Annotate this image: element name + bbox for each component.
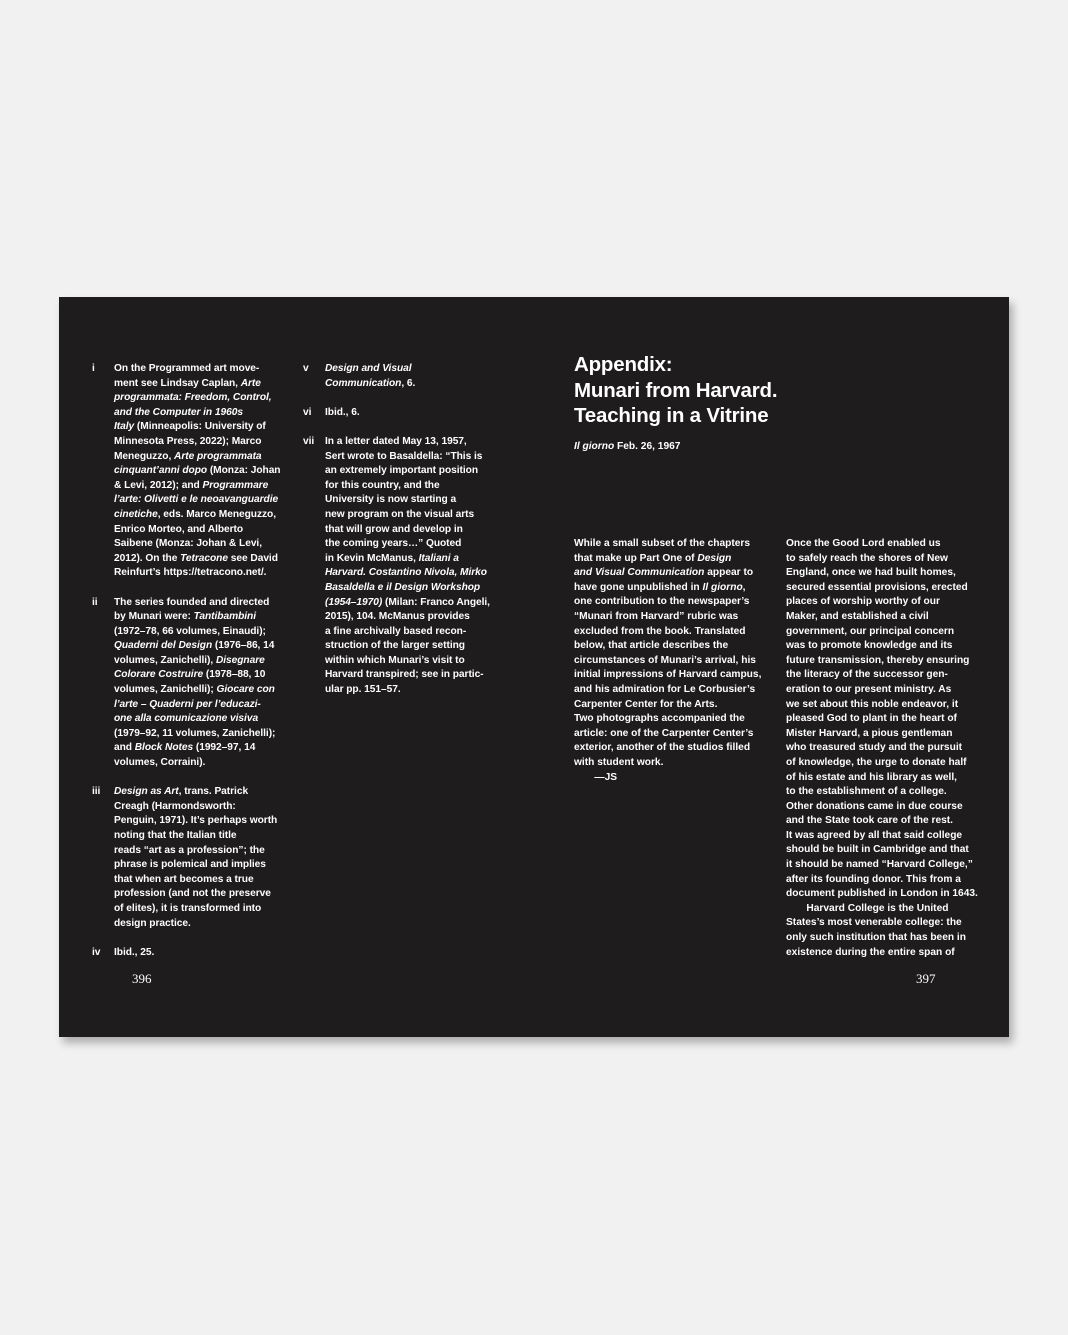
italic-text: programmata: Freedom, Control, xyxy=(114,392,272,404)
text: Minnesota Press, 2022); Marco xyxy=(114,435,262,447)
endnote-line xyxy=(114,450,314,465)
endnote-line xyxy=(114,493,314,508)
endnote-line xyxy=(325,362,525,377)
body-line xyxy=(574,552,774,567)
text: of elites), it is transformed into xyxy=(114,902,262,914)
text: one contribution to the newspaper’s xyxy=(574,596,750,608)
page-number-right: 397 xyxy=(916,971,936,986)
endnote-line xyxy=(325,581,525,596)
body-line xyxy=(786,756,986,771)
text: ular pp. 151–57. xyxy=(325,684,401,696)
italic-text: Programmare xyxy=(202,479,269,491)
text: places of worship worthy of our xyxy=(786,596,940,608)
text: with student work. xyxy=(574,756,664,768)
text: 2012). On the xyxy=(114,552,181,564)
article-column xyxy=(786,537,986,960)
body-line xyxy=(786,552,986,567)
endnote xyxy=(303,406,525,421)
page-number-left: 396 xyxy=(132,971,152,986)
text: In a letter dated May 13, 1957, xyxy=(325,435,467,447)
endnote-line xyxy=(114,406,314,421)
text: below, that article describes the xyxy=(574,640,729,652)
italic-text: Block Notes xyxy=(134,742,194,754)
endnote-line xyxy=(325,493,525,508)
endnote-line xyxy=(114,362,314,377)
body-line xyxy=(574,712,774,727)
text: the literacy of the successor gen- xyxy=(786,669,948,681)
text: we set about this noble endeavor, it xyxy=(786,698,959,710)
italic-text: Italiani a xyxy=(418,552,459,564)
body-line xyxy=(786,931,986,946)
endnote-line xyxy=(114,552,314,567)
body-line xyxy=(574,683,774,698)
text: reads “art as a profession”; the xyxy=(114,844,265,856)
text: Carpenter Center for the Arts. xyxy=(574,698,718,710)
endnote-line xyxy=(114,814,314,829)
title-line-2: Munari from Harvard. xyxy=(574,378,778,402)
title-line-1: Appendix: xyxy=(574,353,673,376)
endnote-line xyxy=(114,785,314,800)
text: government, our principal concern xyxy=(786,625,955,637)
text: noting that the Italian title xyxy=(114,830,237,841)
endnote-line xyxy=(325,610,525,625)
body-line xyxy=(786,712,986,727)
body-line xyxy=(574,537,774,552)
endnote xyxy=(303,362,525,391)
endnote-line xyxy=(114,537,314,552)
text: pleased God to plant in the heart of xyxy=(786,713,957,725)
text: Maker, and established a civil xyxy=(786,610,929,622)
source-citation xyxy=(574,441,680,452)
body-line xyxy=(574,610,774,625)
endnote-line xyxy=(325,596,525,611)
endnote-line xyxy=(114,435,314,450)
endnote-line xyxy=(325,537,525,552)
text: existence during the entire span of xyxy=(786,946,955,958)
text: that when art becomes a true xyxy=(114,873,254,885)
italic-text: Disegnare xyxy=(215,654,265,666)
italic-text: Design as Art xyxy=(114,786,179,798)
text: future transmission, thereby ensuring xyxy=(786,654,970,666)
text: see David xyxy=(227,552,278,564)
text: Sert wrote to Basaldella: “This is xyxy=(325,450,483,462)
endnotes-column-right xyxy=(303,362,525,712)
endnote-line xyxy=(114,727,314,742)
body-line xyxy=(786,829,986,844)
italic-text: l’arte – Quaderni per l’educazi- xyxy=(114,698,261,710)
italic-text: and Visual Communication xyxy=(574,567,705,579)
body-line xyxy=(786,741,986,756)
text: that make up Part One of xyxy=(574,552,698,564)
endnote-text xyxy=(114,362,314,581)
endnote-line xyxy=(114,377,314,392)
endnote-line xyxy=(325,377,525,392)
italic-text: Giocare con xyxy=(216,684,275,696)
text: England, once we had built homes, xyxy=(786,567,956,579)
endnote-line xyxy=(114,800,314,815)
endnote xyxy=(303,435,525,698)
italic-text: Italy xyxy=(114,421,135,433)
text: Saibene (Monza: Johan & Levi, xyxy=(114,538,262,550)
endnote-line xyxy=(114,566,314,581)
appendix-title xyxy=(574,352,777,429)
endnote-line xyxy=(114,844,314,859)
endnote-line xyxy=(114,902,314,917)
body-line xyxy=(574,668,774,683)
endnote-text xyxy=(114,946,314,961)
text: struction of the larger setting xyxy=(325,640,465,652)
text: article: one of the Carpenter Center’s xyxy=(574,727,754,739)
endnote xyxy=(92,596,314,771)
text: ment see Lindsay Caplan, xyxy=(114,377,241,389)
body-line xyxy=(574,741,774,756)
endnote-text xyxy=(325,406,525,421)
text: (1979–92, 11 volumes, Zanichelli); xyxy=(114,727,276,739)
italic-text: Tetracone xyxy=(180,552,228,564)
text: , trans. Patrick xyxy=(178,786,249,798)
endnote-line xyxy=(114,523,314,538)
text: in Kevin McManus, xyxy=(325,552,419,564)
text: , 6. xyxy=(401,377,416,389)
text: exterior, another of the studios filled xyxy=(574,742,751,754)
text: have gone unpublished in xyxy=(574,581,703,593)
text: volumes, Corraini). xyxy=(114,757,206,769)
body-line xyxy=(786,858,986,873)
text: that will grow and develop in xyxy=(325,523,463,535)
body-line xyxy=(574,625,774,640)
italic-text: Il giorno xyxy=(702,581,743,593)
endnote-line xyxy=(114,610,314,625)
body-line xyxy=(786,873,986,888)
endnote-line xyxy=(325,450,525,465)
endnote-line xyxy=(114,858,314,873)
text: Reinfurt’s https://tetracono.net/. xyxy=(114,567,267,579)
endnote xyxy=(92,946,314,961)
endnote-number: vii xyxy=(303,435,315,447)
endnote-line xyxy=(325,639,525,654)
body-line xyxy=(786,625,986,640)
text: eration to our present ministry. As xyxy=(786,683,952,695)
text: only such institution that has been in xyxy=(786,932,966,944)
text: a fine archivally based recon- xyxy=(325,625,467,637)
body-line xyxy=(786,902,986,917)
italic-text: and the Computer in 1960s xyxy=(114,406,243,418)
text: Other donations came in due course xyxy=(786,800,963,812)
endnote-line xyxy=(114,829,314,844)
text: Harvard College is the United xyxy=(786,902,949,914)
text: 2015), 104. McManus provides xyxy=(325,611,470,623)
endnote xyxy=(92,785,314,931)
text: and his admiration for Le Corbusier’s xyxy=(574,683,756,695)
text: (Milan: Franco Angeli, xyxy=(382,596,490,608)
endnote-line xyxy=(114,698,314,713)
text: excluded from the book. Translated xyxy=(574,625,746,637)
body-line xyxy=(574,595,774,610)
text: Mister Harvard, a pious gentleman xyxy=(786,727,953,739)
text: and the State took care of the rest. xyxy=(786,815,953,827)
text: —JS xyxy=(574,771,618,783)
body-line xyxy=(574,727,774,742)
italic-text: cinquant’anni dopo xyxy=(114,465,208,477)
endnote-line xyxy=(114,654,314,669)
text: , eds. Marco Meneguzzo, xyxy=(157,508,277,520)
endnote-line xyxy=(114,479,314,494)
endnote-text xyxy=(325,435,525,698)
text: circumstances of Munari’s arrival, his xyxy=(574,654,756,666)
endnote-number: i xyxy=(92,363,95,374)
body-line xyxy=(574,771,774,786)
endnote-line xyxy=(114,756,314,771)
text: within which Munari’s visit to xyxy=(325,654,465,666)
italic-text: Communication xyxy=(325,377,402,389)
body-line xyxy=(786,537,986,552)
body-line xyxy=(786,814,986,829)
endnote-text xyxy=(114,596,314,771)
body-line xyxy=(786,771,986,786)
body-line xyxy=(786,639,986,654)
endnote-line xyxy=(114,625,314,640)
italic-text: Basaldella e il Design Workshop xyxy=(325,581,481,593)
endnote-line xyxy=(114,596,314,611)
text: for this country, and the xyxy=(325,479,440,491)
body-line xyxy=(786,683,986,698)
source-paper: Il giorno xyxy=(574,441,615,452)
body-line xyxy=(786,727,986,742)
body-line xyxy=(574,698,774,713)
text: States’s most venerable college: the xyxy=(786,917,962,929)
body-line xyxy=(786,785,986,800)
italic-text: Harvard. Costantino Nivola, Mirko xyxy=(325,567,487,579)
text: (1976–86, 14 xyxy=(212,640,275,652)
text: to the establishment of a college. xyxy=(786,786,947,798)
body-line xyxy=(786,887,986,902)
text: by Munari were: xyxy=(114,611,194,623)
text: the coming years…” Quoted xyxy=(325,538,462,550)
text: (1978–88, 10 xyxy=(203,669,266,681)
text: Once the Good Lord enabled us xyxy=(786,538,941,549)
endnote-line xyxy=(325,464,525,479)
text: of knowledge, the urge to donate half xyxy=(786,756,967,768)
endnote xyxy=(92,362,314,581)
italic-text: Arte xyxy=(240,377,261,389)
endnote-line xyxy=(114,639,314,654)
text: after its founding donor. This from a xyxy=(786,873,961,885)
endnote-line xyxy=(325,566,525,581)
text: Penguin, 1971). It’s perhaps worth xyxy=(114,815,278,827)
body-line xyxy=(786,843,986,858)
endnote-line xyxy=(325,668,525,683)
italic-text: Colorare Costruire xyxy=(114,669,204,681)
text: should be built in Cambridge and that xyxy=(786,844,969,856)
text: appear to xyxy=(704,567,754,579)
endnote-number: vi xyxy=(303,406,312,418)
endnotes-column-left xyxy=(92,362,314,975)
body-line xyxy=(786,595,986,610)
endnote-number: iii xyxy=(92,786,101,798)
text: Ibid., 25. xyxy=(114,946,155,958)
endnote-number: v xyxy=(303,363,309,374)
endnote-line xyxy=(114,420,314,435)
italic-text: l’arte: Olivetti e le neoavanguardie xyxy=(114,494,279,506)
text: volumes, Zanichelli); xyxy=(114,684,217,696)
italic-text: Design and Visual xyxy=(325,363,412,374)
text: While a small subset of the chapters xyxy=(574,538,751,549)
endnote-line xyxy=(114,741,314,756)
text: volumes, Zanichelli), xyxy=(114,654,216,666)
text: Creagh (Harmondsworth: xyxy=(114,800,236,812)
endnote-line xyxy=(114,917,314,932)
endnote-line xyxy=(325,552,525,567)
text: The series founded and directed xyxy=(114,596,270,608)
body-line xyxy=(786,916,986,931)
italic-text: Arte programmata xyxy=(174,450,262,462)
text: It was agreed by all that said college xyxy=(786,829,963,841)
body-line xyxy=(786,800,986,815)
italic-text: Tantibambini xyxy=(193,611,257,623)
endnote-line xyxy=(325,523,525,538)
body-line xyxy=(786,946,986,961)
italic-text: one alla comunicazione visiva xyxy=(114,713,259,725)
text: Meneguzzo, xyxy=(114,450,175,462)
body-line xyxy=(574,566,774,581)
text: secured essential provisions, erected xyxy=(786,581,968,593)
endnote-number: iv xyxy=(92,946,101,958)
endnote-line xyxy=(325,683,525,698)
body-line xyxy=(574,654,774,669)
endnote-line xyxy=(325,654,525,669)
endnote-line xyxy=(114,887,314,902)
text: initial impressions of Harvard campus, xyxy=(574,669,762,681)
endnote-line xyxy=(114,464,314,479)
text: Harvard transpired; see in partic- xyxy=(325,669,484,681)
text: (1992–97, 14 xyxy=(193,742,256,754)
text: (Minneapolis: University of xyxy=(134,421,266,433)
text: who treasured study and the pursuit xyxy=(786,742,963,754)
title-line-3: Teaching in a Vitrine xyxy=(574,404,769,427)
intro-column xyxy=(574,537,774,785)
book-spread xyxy=(59,297,1009,1037)
body-line xyxy=(786,668,986,683)
text: document published in London in 1643. xyxy=(786,888,978,900)
endnote-line xyxy=(114,683,314,698)
endnote-line xyxy=(325,508,525,523)
body-line xyxy=(786,581,986,596)
endnote-line xyxy=(114,712,314,727)
text: it should be named “Harvard College,” xyxy=(786,859,973,871)
endnote-line xyxy=(114,508,314,523)
text: new program on the visual arts xyxy=(325,508,475,520)
body-line xyxy=(574,639,774,654)
text: profession (and not the preserve xyxy=(114,888,271,900)
text: phrase is polemical and implies xyxy=(114,859,266,871)
endnote-text xyxy=(114,785,314,931)
text: (Monza: Johan xyxy=(207,465,281,477)
endnote-line xyxy=(325,406,525,421)
text: Two photographs accompanied the xyxy=(574,713,745,725)
text: On the Programmed art move- xyxy=(114,363,260,374)
source-date: Feb. 26, 1967 xyxy=(614,441,681,452)
endnote-number: ii xyxy=(92,596,98,608)
body-line xyxy=(574,581,774,596)
endnote-line xyxy=(114,946,314,961)
text: was to promote knowledge and its xyxy=(786,640,953,652)
italic-text: (1954–1970) xyxy=(325,596,383,608)
text: University is now starting a xyxy=(325,494,457,506)
text: an extremely important position xyxy=(325,465,478,477)
endnote-text xyxy=(325,362,525,391)
italic-text: cinetiche xyxy=(114,508,158,520)
endnote-line xyxy=(114,668,314,683)
text: to safely reach the shores of New xyxy=(786,552,948,564)
text: “Munari from Harvard” rubric was xyxy=(574,610,739,622)
endnote-line xyxy=(114,391,314,406)
text: (1972–78, 66 volumes, Einaudi); xyxy=(114,625,266,637)
endnote-line xyxy=(325,625,525,640)
body-line xyxy=(786,654,986,669)
text: Ibid., 6. xyxy=(325,406,360,418)
endnote-line xyxy=(325,479,525,494)
text: & Levi, 2012); and xyxy=(114,479,203,491)
body-line xyxy=(786,610,986,625)
text: , xyxy=(742,581,746,593)
italic-text: Design xyxy=(697,552,732,564)
body-line xyxy=(786,566,986,581)
text: design practice. xyxy=(114,917,191,929)
body-line xyxy=(574,756,774,771)
text: of his estate and his library as well, xyxy=(786,771,957,783)
endnote-line xyxy=(325,435,525,450)
text: and xyxy=(114,742,135,754)
endnote-line xyxy=(114,873,314,888)
body-line xyxy=(786,698,986,713)
italic-text: Quaderni del Design xyxy=(114,640,213,652)
text: Enrico Morteo, and Alberto xyxy=(114,523,244,535)
